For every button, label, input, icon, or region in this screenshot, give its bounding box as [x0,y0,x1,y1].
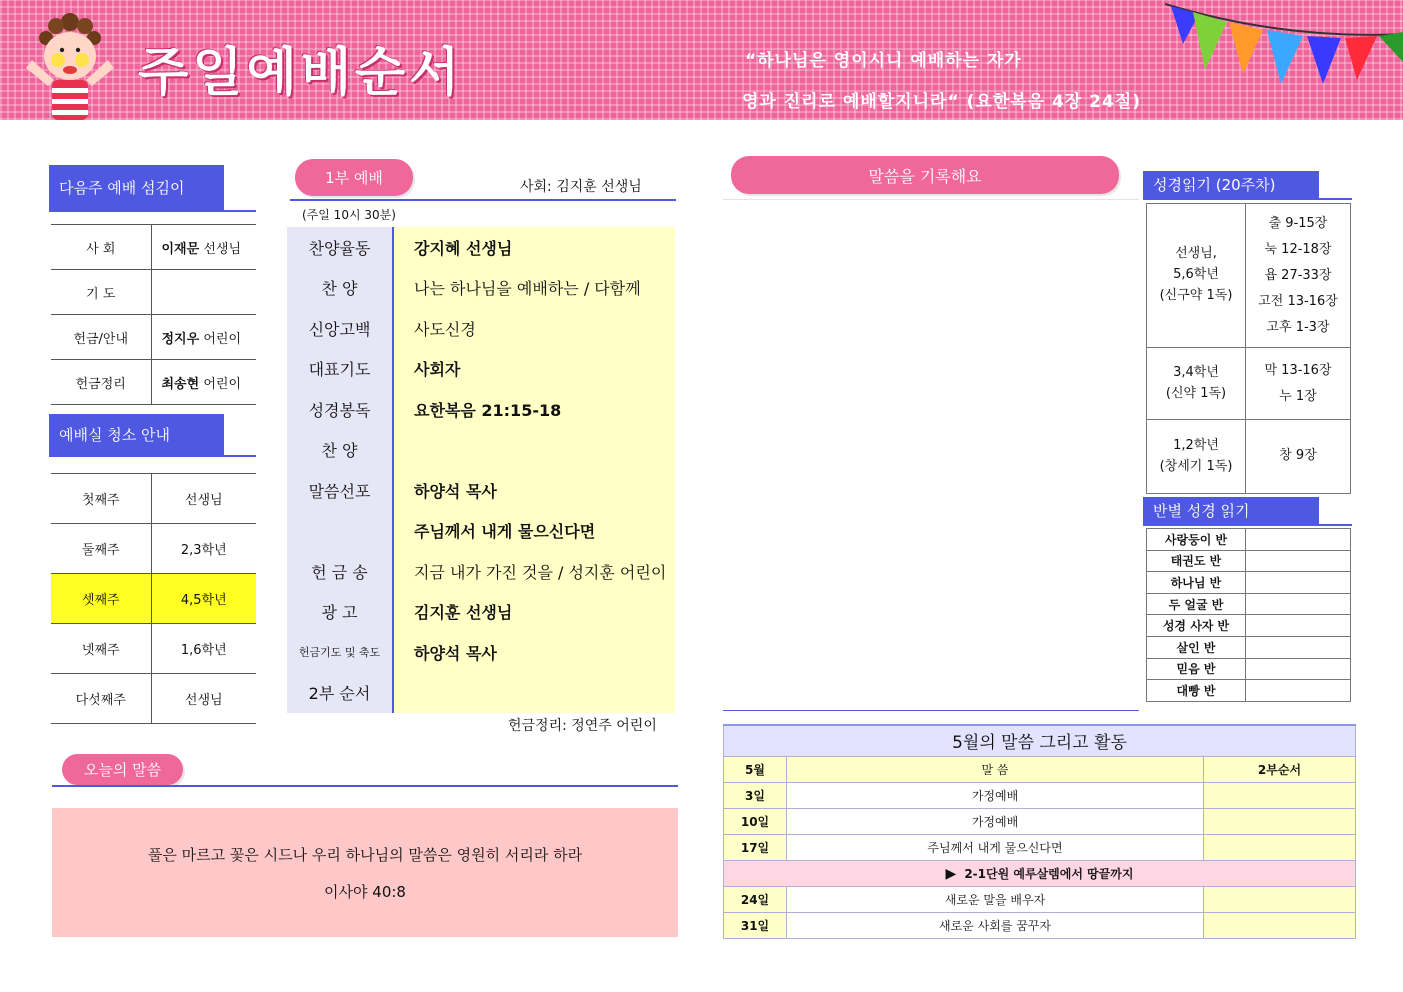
order-value [393,430,675,471]
cleaning-heading: 예배실 청소 안내 [49,414,224,455]
class-reading-table [1146,528,1351,702]
order-role: 헌 금 송 [287,551,393,592]
class-row [1147,572,1351,594]
class-name: 태권도 반 [1147,550,1246,572]
duty-name: 최송현 [161,376,200,392]
offering-counter-text: 헌금정리: 정연주 어린이 [508,718,657,734]
cleaning-assignee: 선생님 [151,474,256,524]
reading-chapter: 고전 13-16장 [1258,293,1338,309]
bible-reading-heading: 성경읽기 (20주차) [1143,171,1319,198]
duty-row [51,225,256,270]
duty-row [51,315,256,360]
order-row [287,389,675,430]
reading-chapters [1246,204,1351,348]
order-role: 찬 양 [287,430,393,471]
class-progress [1246,680,1351,702]
class-progress [1246,615,1351,637]
class-reading-rule [1143,524,1352,526]
todays-word-box [52,808,678,937]
cleaning-assignee: 4,5학년 [151,574,256,624]
order-role [287,511,393,552]
todays-word-reference: 이사야 40:8 [324,882,406,901]
order-row [287,349,675,390]
reading-group-line: (창세기 1독) [1159,458,1233,474]
monthly-header-row [724,756,1356,782]
order-value: 강지혜 선생님 [393,227,675,268]
duty-row [51,360,256,405]
cleaning-week: 셋째주 [51,574,151,624]
play-triangle-icon: ▶ [945,865,957,882]
reading-row [1147,348,1351,420]
monthly-row [724,782,1356,808]
order-value: 김지훈 선생님 [393,592,675,633]
reading-row [1147,204,1351,348]
reading-chapters [1246,420,1351,494]
monthly-extra [1204,886,1356,912]
class-progress [1246,529,1351,551]
monthly-word: 가정예배 [787,782,1204,808]
duty-suffix: 어린이 [203,376,242,392]
monthly-extra [1204,808,1356,834]
order-value: 하양석 목사 [393,470,675,511]
order-value: 주님께서 내게 물으신다면 [393,511,675,552]
order-value: 요한복음 21:15-18 [393,389,675,430]
class-name: 두 얼굴 반 [1147,593,1246,615]
duty-role: 헌금정리 [51,360,151,405]
order-value: 하양석 목사 [393,632,675,673]
monthly-extra [1204,912,1356,938]
cleaning-row [51,674,256,724]
monthly-row [724,834,1356,860]
order-row [287,592,675,633]
next-week-duty-rule [49,210,256,212]
order-row [287,268,675,309]
monthly-plan-table [723,724,1356,939]
child-mascot-illustration [18,8,128,120]
order-value: 나는 하나님을 예배하는 / 다함께 [393,268,675,309]
cleaning-week: 넷째주 [51,624,151,674]
order-role: 신앙고백 [287,308,393,349]
cleaning-week: 첫째주 [51,474,151,524]
monthly-date: 3일 [724,782,787,808]
monthly-date: 31일 [724,912,787,938]
reading-chapter: 막 13-16장 [1264,362,1332,378]
todays-word-text: 풀은 마르고 꽃은 시드나 우리 하나님의 말씀은 영원히 서리라 하라 [147,845,583,864]
duty-person [151,360,256,405]
order-row [287,551,675,592]
order-role: 광 고 [287,592,393,633]
order-role: 2부 순서 [287,673,393,714]
order-role: 찬 양 [287,268,393,309]
reading-group [1147,204,1246,348]
cleaning-row-highlighted [51,574,256,624]
presider-text: 사회: 김지훈 선생님 [520,179,642,195]
class-name: 성경 사자 반 [1147,615,1246,637]
order-role: 성경봉독 [287,389,393,430]
cleaning-week: 둘째주 [51,524,151,574]
duty-name: 이재문 [161,241,200,257]
monthly-date: 10일 [724,808,787,834]
monthly-header-extra: 2부순서 [1204,756,1356,782]
class-row [1147,593,1351,615]
monthly-extra [1204,782,1356,808]
todays-word-pill: 오늘의 말씀 [62,754,183,785]
reading-group-line: 3,4학년 [1173,364,1219,380]
reading-group-line: (신약 1독) [1165,385,1227,401]
duty-person [151,225,256,270]
class-progress [1246,658,1351,680]
duty-row [51,270,256,315]
reading-chapter: 창 9장 [1279,448,1317,464]
class-progress [1246,636,1351,658]
reading-chapters [1246,348,1351,420]
order-of-worship-table [287,227,675,713]
reading-group-line: 선생님, [1175,246,1217,262]
next-week-duty-table [51,224,256,405]
bible-reading-rule [1143,198,1352,200]
class-name: 살인 반 [1147,636,1246,658]
reading-chapter: 눅 12-18장 [1264,241,1332,257]
duty-suffix: 선생님 [203,241,242,257]
order-row [287,673,675,714]
monthly-row [724,808,1356,834]
order-row [287,511,675,552]
class-row [1147,550,1351,572]
cleaning-assignee: 1,6학년 [151,624,256,674]
monthly-unit [724,860,1356,886]
class-name: 대빵 반 [1147,680,1246,702]
reading-group [1147,420,1246,494]
order-role: 찬양율동 [287,227,393,268]
duty-person [151,315,256,360]
monthly-word: 주님께서 내게 물으신다면 [787,834,1204,860]
class-progress [1246,593,1351,615]
reading-group-line: (신구약 1독) [1159,287,1233,303]
monthly-header-word: 말 씀 [787,756,1204,782]
bunting-flags-decoration [1165,0,1403,96]
bible-reading-table [1146,203,1351,494]
monthly-title-row [724,725,1356,756]
header-verse-line-1: “하나님은 영이시니 예배하는 자가 [745,51,1022,71]
notes-writing-area [723,199,1139,711]
cleaning-week: 다섯째주 [51,674,151,724]
cleaning-row [51,624,256,674]
duty-name: 정지우 [161,331,200,347]
duty-role: 사 회 [51,225,151,270]
reading-chapter: 고후 1-3장 [1266,319,1330,335]
cleaning-assignee: 2,3학년 [151,524,256,574]
monthly-header-date: 5월 [724,756,787,782]
reading-chapter: 누 1장 [1279,388,1317,404]
reading-row [1147,420,1351,494]
order-row [287,308,675,349]
order-row [287,632,675,673]
notes-pill: 말씀을 기록해요 [731,156,1119,194]
duty-role: 기 도 [51,270,151,315]
monthly-unit-row [724,860,1356,886]
cleaning-row [51,474,256,524]
order-row [287,227,675,268]
order-row [287,430,675,471]
service-time: (주일 10시 30분) [302,208,396,222]
monthly-extra [1204,834,1356,860]
duty-role: 헌금/안내 [51,315,151,360]
reading-group-line: 5,6학년 [1173,267,1219,283]
class-reading-heading: 반별 성경 읽기 [1143,497,1319,524]
class-progress [1246,550,1351,572]
todays-word-rule [52,785,678,787]
monthly-row [724,886,1356,912]
class-progress [1246,572,1351,594]
reading-group [1147,348,1246,420]
page-title: 주일예배순서 [138,43,464,103]
monthly-date: 24일 [724,886,787,912]
monthly-unit-text: 2-1단원 예루살렘에서 땅끝까지 [964,866,1134,881]
service-pill: 1부 예배 [295,159,413,196]
cleaning-table [51,473,256,724]
class-row [1147,680,1351,702]
monthly-title: 5월의 말씀 그리고 활동 [724,725,1356,756]
reading-chapter: 출 9-15장 [1268,215,1328,231]
class-name: 하나님 반 [1147,572,1246,594]
order-role: 대표기도 [287,349,393,390]
reading-group-line: 1,2학년 [1173,437,1219,453]
reading-chapter: 욥 27-33장 [1264,267,1332,283]
cleaning-row [51,524,256,574]
monthly-word: 새로운 말을 배우자 [787,886,1204,912]
service-rule [290,199,676,201]
monthly-date: 17일 [724,834,787,860]
header-banner [0,0,1403,120]
cleaning-rule [49,455,256,457]
order-value: 지금 내가 가진 것을 / 성지훈 어린이 [393,551,675,592]
next-week-duty-heading: 다음주 예배 섬김이 [49,165,224,210]
order-role: 헌금기도 및 축도 [287,632,393,673]
monthly-word: 새로운 사회를 꿈꾸자 [787,912,1204,938]
order-row [287,470,675,511]
class-row [1147,615,1351,637]
cleaning-assignee: 선생님 [151,674,256,724]
monthly-row [724,912,1356,938]
class-name: 믿음 반 [1147,658,1246,680]
order-value: 사도신경 [393,308,675,349]
class-row [1147,658,1351,680]
order-value: 사회자 [393,349,675,390]
duty-suffix: 어린이 [203,331,242,347]
order-value [393,673,675,714]
class-name: 사랑둥이 반 [1147,529,1246,551]
monthly-word: 가정예배 [787,808,1204,834]
header-verse-line-2: 영과 진리로 예배할지니라“ (요한복음 4장 24절) [742,92,1141,112]
duty-person [151,270,256,315]
order-role: 말씀선포 [287,470,393,511]
class-row [1147,636,1351,658]
class-row [1147,529,1351,551]
